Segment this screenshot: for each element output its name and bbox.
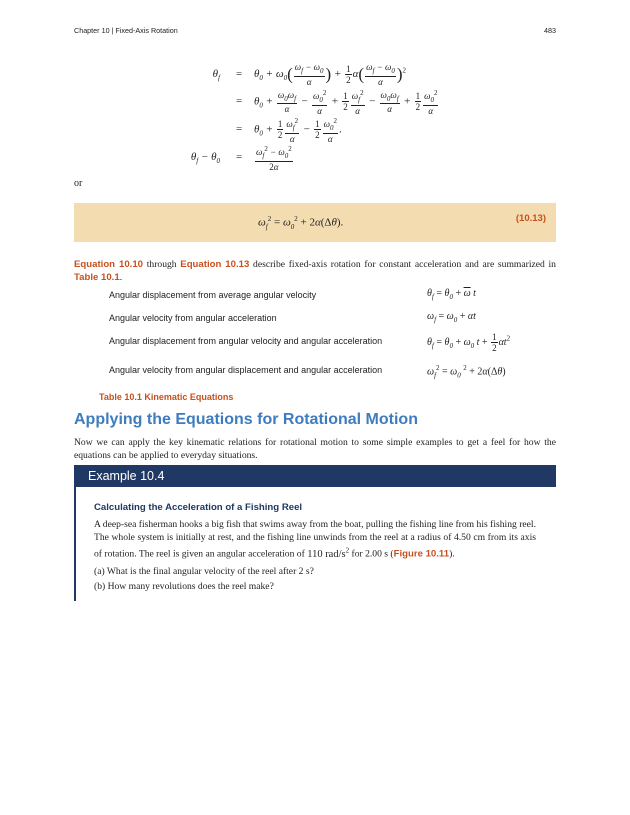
table-row-equation: $\theta_f = \theta_0 + \omega_0$ t + $\frac{1}{2}$ $\alpha t^2$ xyxy=(427,332,511,353)
equation-10-13-link[interactable]: Equation 10.13 xyxy=(180,259,250,270)
example-problem-text xyxy=(94,518,536,561)
example-text: for 2.00 s ( xyxy=(349,548,394,560)
table-row: Angular displacement from angular velocity and angular acceleration xyxy=(109,336,383,346)
example-label: Example 10.4 xyxy=(88,469,165,483)
page-number: 483 xyxy=(544,26,556,35)
key-equation-box xyxy=(74,203,556,242)
intro-text: through xyxy=(143,259,181,270)
table-row: Angular velocity from angular displacement and angular acceleration xyxy=(109,365,383,375)
section-paragraph: Now we can apply the key kinematic relations for rotational motion to some simple examples to get a feel for how the equations can be applied to everyday situations. xyxy=(74,437,556,461)
key-equation: $\omega_f^2 = \omega_0^2 + 2\alpha(\Delta\theta)$. xyxy=(258,215,344,231)
table-row: Angular velocity from angular acceleration xyxy=(109,313,277,323)
acceleration-value: 110 rad/$s^2$ xyxy=(307,546,350,560)
example-subtitle: Calculating the Acceleration of a Fishing Reel xyxy=(94,502,303,513)
summary-paragraph xyxy=(74,258,556,284)
intro-text: describe fixed-axis rotation for constant acceleration and are summarized in xyxy=(249,259,556,270)
equation-10-10-link[interactable]: Equation 10.10 xyxy=(74,259,144,270)
intro-text: . xyxy=(119,272,123,283)
table-caption: Table 10.1 Kinematic Equations xyxy=(99,392,234,402)
example-text: ). xyxy=(449,548,455,560)
figure-10-11-link[interactable]: Figure 10.11 xyxy=(393,548,450,560)
table-10-1-link[interactable]: Table 10.1 xyxy=(74,272,120,283)
example-text: A deep-sea fisherman hooks a big fish that swims away from the boat, pulling the fishing line from his fishing reel. The whole system is initially at rest, and the fishing line unwinds from the reel at a radius of 4.50 cm from its axis of rotation. The reel is given an angular acceleration of xyxy=(94,519,536,560)
equation-number: (10.13) xyxy=(515,213,546,224)
page-header xyxy=(74,26,556,38)
connector-text: or xyxy=(74,178,83,189)
chapter-title: Chapter 10 | Fixed-Axis Rotation xyxy=(74,26,178,35)
table-row-equation: $\omega_f^2 = \omega_0$ $^2$ + 2α(Δθ) xyxy=(427,364,506,380)
section-title: Applying the Equations for Rotational Motion xyxy=(74,411,418,428)
example-left-rule xyxy=(74,487,76,601)
example-header xyxy=(74,465,556,487)
table-row-equation: $\theta_f = \theta_0 + \overline{\omega}$ t xyxy=(427,288,476,301)
question-b: (b) How many revolutions does the reel make? xyxy=(94,581,274,592)
table-row: Angular displacement from average angular velocity xyxy=(109,290,317,300)
table-row-equation: $\omega_f = \omega_0 + \alpha t$ xyxy=(427,311,476,324)
question-a: (a) What is the final angular velocity of the reel after 2 s? xyxy=(94,566,314,577)
